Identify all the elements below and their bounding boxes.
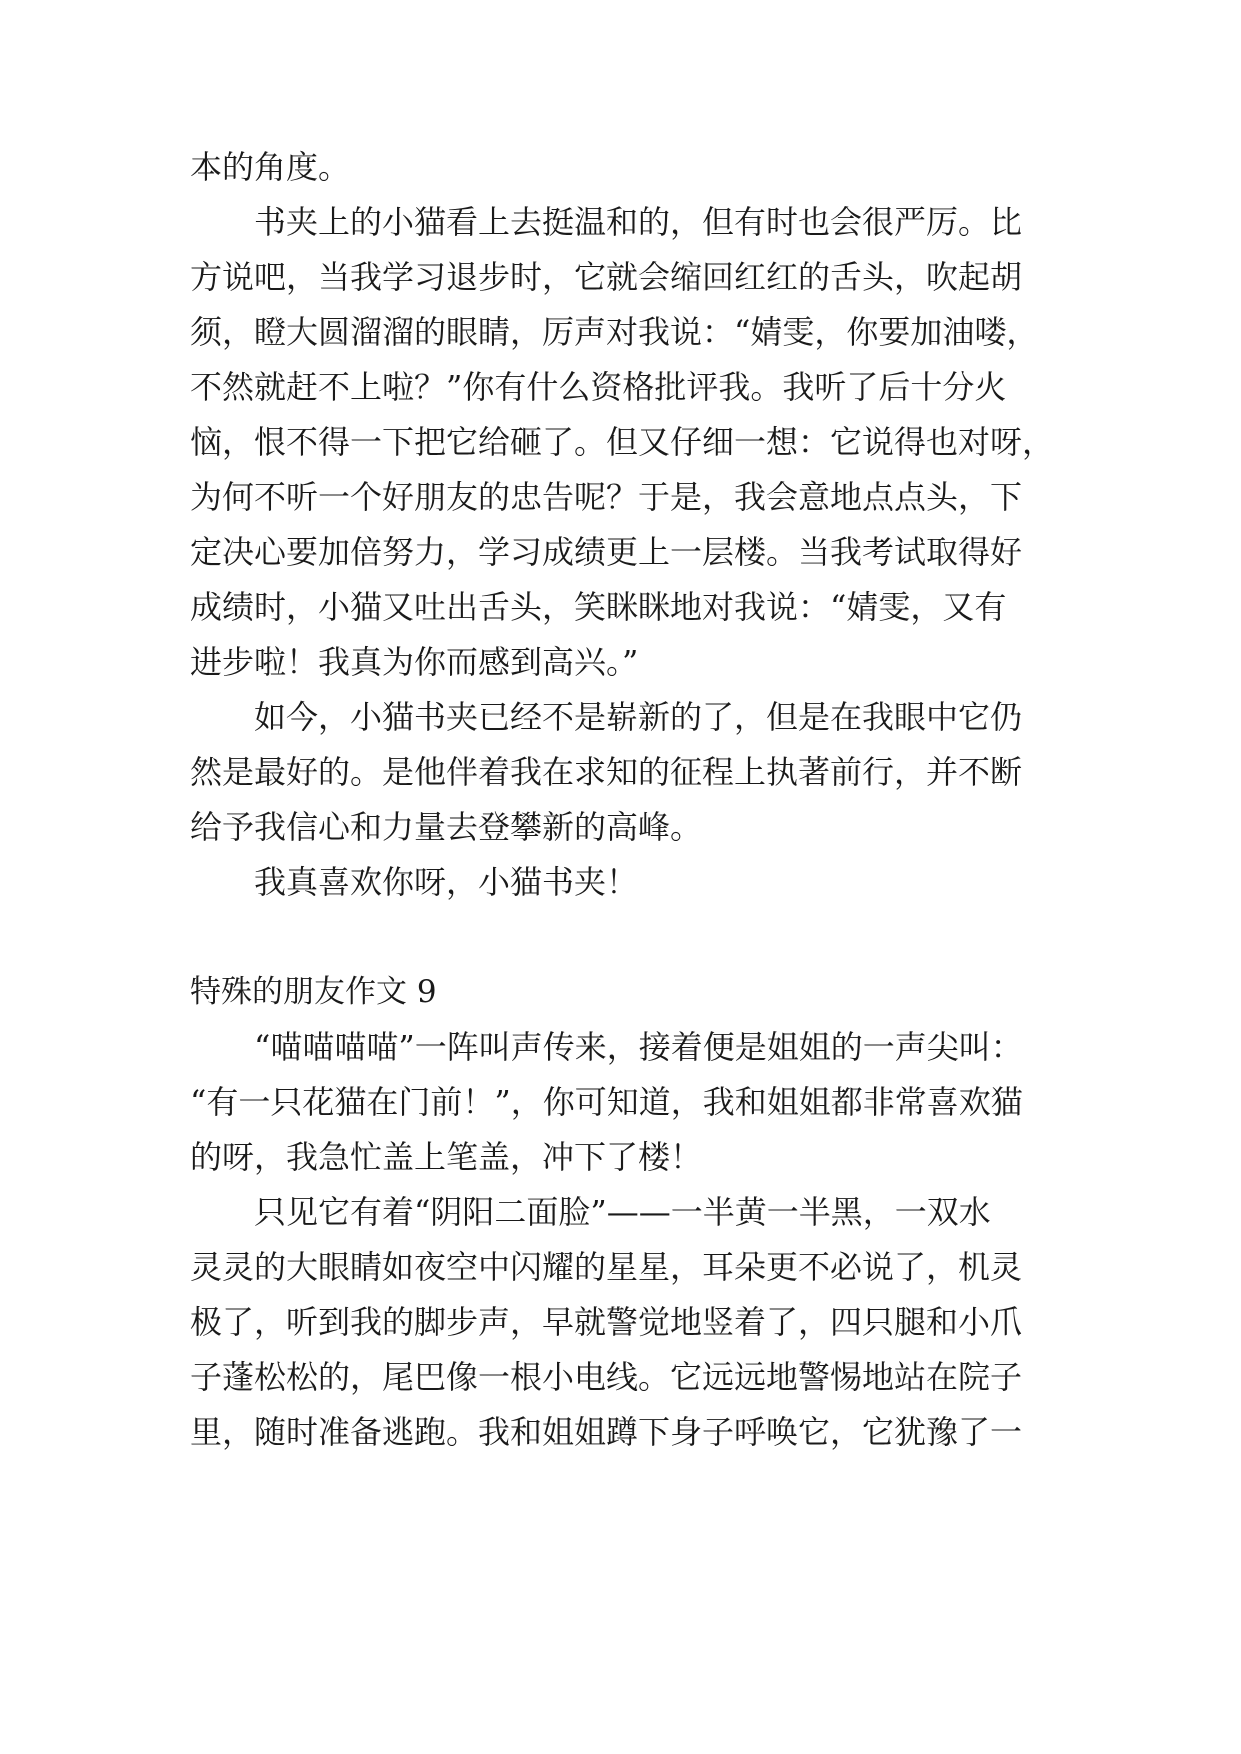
text-line: 然是最好的。是他伴着我在求知的征程上执著前行，并不断 (190, 753, 1023, 791)
paragraph-start-line: 只见它有着“阴阳二面脸”——一半黄一半黑，一双水 (254, 1193, 991, 1231)
text-line: 进步啦！我真为你而感到高兴。” (190, 643, 639, 681)
text-line: “有一只花猫在门前！”，你可知道，我和姐姐都非常喜欢猫 (190, 1083, 1023, 1121)
text-line: 须，瞪大圆溜溜的眼睛，厉声对我说：“婧雯，你要加油喽， (190, 313, 1039, 351)
text-line: 不然就赶不上啦？”你有什么资格批评我。我听了后十分火 (190, 368, 1007, 406)
text-line: 本的角度。 (190, 148, 351, 186)
essay-title: 特殊的朋友作文 9 (190, 974, 437, 1010)
text-line: 里，随时准备逃跑。我和姐姐蹲下身子呼唤它，它犹豫了一 (190, 1413, 1023, 1451)
paragraph-start-line: 如今，小猫书夹已经不是崭新的了，但是在我眼中它仍 (254, 698, 1023, 736)
text-line: 的呀，我急忙盖上笔盖，冲下了楼！ (190, 1138, 703, 1176)
text-line: 灵灵的大眼睛如夜空中闪耀的星星，耳朵更不必说了，机灵 (190, 1248, 1023, 1286)
paragraph-start-line: 我真喜欢你呀，小猫书夹！ (254, 863, 639, 901)
text-line: 给予我信心和力量去登攀新的高峰。 (190, 808, 703, 846)
text-line: 极了，听到我的脚步声，早就警觉地竖着了，四只腿和小爪 (190, 1303, 1023, 1341)
text-line: 方说吧，当我学习退步时，它就会缩回红红的舌头，吹起胡 (190, 258, 1023, 296)
text-line: 恼，恨不得一下把它给砸了。但又仔细一想：它说得也对呀， (190, 423, 1055, 461)
paragraph-start-line: “喵喵喵喵”一阵叫声传来，接着便是姐姐的一声尖叫： (254, 1028, 1023, 1066)
paragraph-start-line: 书夹上的小猫看上去挺温和的，但有时也会很严厉。比 (254, 203, 1023, 241)
text-line: 定决心要加倍努力，学习成绩更上一层楼。当我考试取得好 (190, 533, 1023, 571)
text-line: 为何不听一个好朋友的忠告呢？于是，我会意地点点头，下 (190, 478, 1023, 516)
text-line: 成绩时，小猫又吐出舌头，笑眯眯地对我说：“婧雯，又有 (190, 588, 1007, 626)
text-line: 子蓬松松的，尾巴像一根小电线。它远远地警惕地站在院子 (190, 1358, 1023, 1396)
